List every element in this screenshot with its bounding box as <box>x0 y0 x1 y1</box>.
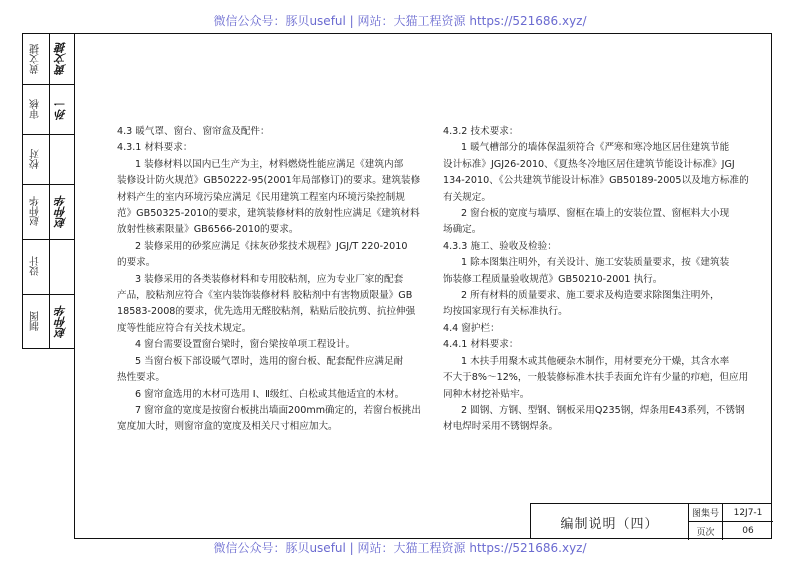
text-line: 134-2010、《公共建筑节能设计标准》GB50189-2005以及地方标准的 <box>443 175 749 187</box>
page-number-value: 06 <box>742 526 754 536</box>
text-line: 有关规定。 <box>443 191 491 203</box>
text-line: 的要求。 <box>117 257 156 269</box>
subsection-heading: 4.3.1 材料要求： <box>117 142 193 154</box>
drawing-title: 编制说明（四） <box>531 504 689 540</box>
title-block <box>530 503 772 539</box>
text-line: 1 暖气槽部分的墙体保温须符合《严寒和寒冷地区居住建筑节能 <box>461 142 730 154</box>
text-line: 1 木扶手用聚木或其他硬杂木制作，用材要充分干燥，其含水率 <box>461 355 730 367</box>
signature-mark <box>49 239 74 294</box>
sidebar-row-review <box>23 84 74 135</box>
text-line: 场确定。 <box>443 224 482 236</box>
text-line: 2 窗台板的宽度与墙厚、窗框在墙上的安装位置、窗框料大小现 <box>461 208 730 220</box>
signature-mark: 赵仲华 <box>54 305 68 338</box>
sidebar-label: 校对 <box>30 149 42 169</box>
subsection-heading: 4.4.1 材料要求： <box>443 339 519 351</box>
text-line: 6 窗帘盒选用的木材可选用 Ⅰ、Ⅱ级红、白松或其他适宜的木材。 <box>135 388 405 400</box>
sidebar-row-proofread <box>23 134 74 185</box>
text-line: 热性要求。 <box>117 372 165 384</box>
section-heading: 4.4 窗护栏： <box>443 322 500 334</box>
watermark-bottom: 微信公众号：豚贝useful | 网站：大猫工程资源 https://521686.xyz/ <box>213 541 587 555</box>
text-line: 同种木材挖补贴牢。 <box>443 388 530 400</box>
page-number-label: 页次 <box>689 522 723 540</box>
text-line: 不大于8%～12%，一般装修标准木扶手表面允许有少量的疖疤，但应用 <box>443 372 749 384</box>
text-line: 材料产生的室内环境污染应满足《民用建筑工程室内环境污染控制规 <box>117 191 405 203</box>
text-line: 材电焊时采用不锈钢焊条。 <box>443 421 559 433</box>
sidebar-row-drafting <box>23 294 74 349</box>
right-text-column <box>443 124 748 436</box>
text-line: 4 窗台需要设置窗台梁时，窗台梁按单项工程设计。 <box>135 339 356 351</box>
signature-sidebar <box>22 33 74 349</box>
text-line: 饰装修工程质量验收规范》GB50210-2001 执行。 <box>443 273 663 285</box>
signature-mark: 黄文捷 <box>54 42 68 76</box>
text-line: 产品，胶粘剂应符合《室内装饰装修材料 胶粘剂中有害物质限量》GB <box>117 290 413 302</box>
left-text-column <box>117 124 421 436</box>
sidebar-row-design <box>23 239 74 295</box>
text-line: 范》GB50325-2010的要求，建筑装修材料的放射性应满足《建筑材料 <box>117 208 420 220</box>
signature-mark <box>49 134 74 184</box>
subsection-heading: 4.3.2 技术要求： <box>443 126 519 137</box>
text-line: 5 当窗台板下部设暖气罩时，选用的窗台板、配套配件应满足耐 <box>135 355 404 367</box>
signature-mark: 孙一 <box>54 98 68 120</box>
sidebar-label: 审核 <box>30 99 42 119</box>
sidebar-label: 制图 <box>30 311 42 332</box>
subsection-heading: 4.3.3 施工、验收及检验： <box>443 240 557 252</box>
text-line: 1 装修材料以国内已生产为主，材料燃烧性能应满足《建筑内部 <box>135 158 404 170</box>
sidebar-label: 赵仲华 <box>30 196 42 227</box>
atlas-number-value: 12J7-1 <box>723 504 773 522</box>
section-heading: 4.3 暖气罩、窗台、窗帘盒及配件： <box>117 126 270 137</box>
signature-mark: 赵仲华 <box>54 195 68 228</box>
text-line: 宽度加大时，则窗帘盒的宽度及相关尺寸相应加大。 <box>117 421 338 433</box>
text-line: 放射性核素限量》GB6566-2010的要求。 <box>117 224 299 236</box>
watermark-top: 微信公众号：豚贝useful | 网站：大猫工程资源 https://521686.xyz/ <box>213 14 587 28</box>
sidebar-row-checker <box>23 184 74 240</box>
text-line: 2 所有材料的质量要求、施工要求及构造要求除图集注明外， <box>461 290 720 302</box>
text-line: 2 装修采用的砂浆应满足《抹灰砂浆技术规程》JGJ/T 220-2010 <box>135 240 408 252</box>
text-line: 1 除本图集注明外，有关设计、施工安装质量要求，按《建筑装 <box>461 257 730 269</box>
text-line: 度等性能应符合有关技术规定。 <box>117 322 252 334</box>
text-line: 3 装修采用的各类装修材料和专用胶粘剂，应为专业厂家的配套 <box>135 273 404 285</box>
sidebar-row-approver <box>23 34 74 85</box>
text-line: 装修设计防火规范》GB50222-95(2001年局部修订)的要求。建筑装修 <box>117 175 421 187</box>
sidebar-label: 设计 <box>30 256 42 277</box>
title-block-grid <box>689 504 773 540</box>
text-line: 18583-2008的要求，优先选用无醛胶粘剂，粘贴后胶抗剪、抗拉伸强 <box>117 306 416 318</box>
atlas-number-label: 图集号 <box>689 504 723 522</box>
text-line: 2 圆钢、方钢、型钢、钢板采用Q235钢，焊条用E43系列，不锈钢 <box>461 404 745 416</box>
sidebar-label: 黄文捷 <box>30 44 42 74</box>
text-line: 设计标准》JGJ26-2010、《夏热冬冷地区居住建筑节能设计标准》JGJ <box>443 158 735 170</box>
text-line: 7 窗帘盒的宽度是按窗台板挑出墙面200mm确定的，若窗台板挑出 <box>135 404 421 416</box>
text-line: 均按国家现行有关标准执行。 <box>443 306 568 318</box>
